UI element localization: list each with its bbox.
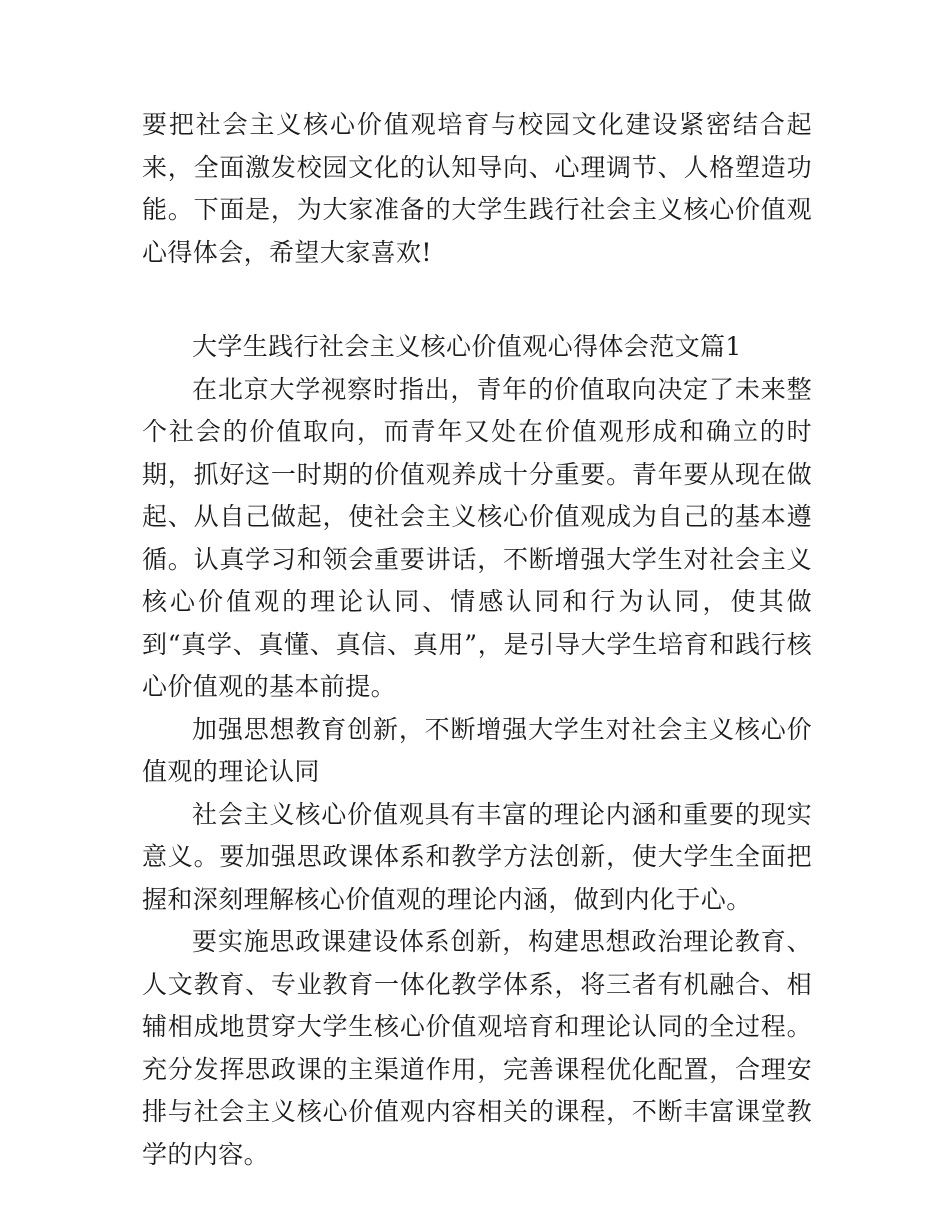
body-paragraph-2: 加强思想教育创新，不断增强大学生对社会主义核心价值观的理论认同 <box>142 714 812 786</box>
body-paragraph-3: 社会主义核心价值观具有丰富的理论内涵和重要的现实意义。要加强思政课体系和教学方法创新，使大学生全面把握和深刻理解核心价值观的理论内涵，做到内化于心。 <box>142 799 812 914</box>
body-paragraph-1: 在北京大学视察时指出，青年的价值取向决定了未来整个社会的价值取向，而青年又处在价值观形成和确立的时期，抓好这一时期的价值观养成十分重要。青年要从现在做起、从自己做起，使社会主义核心价值观成为自己的基本遵循。认真学习和领会重要讲话，不断增强大学生对社会主义核心价值观的理论认同、情感认同和行为认同，使其做到“真学、真懂、真信、真用”，是引导大学生培育和践行核心价值观的基本前提。 <box>142 374 812 701</box>
intro-paragraph: 要把社会主义核心价值观培育与校园文化建设紧密结合起来，全面激发校园文化的认知导向、心理调节、人格塑造功能。下面是，为大家准备的大学生践行社会主义核心价值观心得体会，希望大家喜欢! <box>142 110 812 267</box>
section-title: 大学生践行社会主义核心价值观心得体会范文篇1 <box>192 332 742 361</box>
document-body <box>142 104 812 1176</box>
body-paragraph-4: 要实施思政课建设体系创新，构建思想政治理论教育、人文教育、专业教育一体化教学体系，将三者有机融合、相辅相成地贯穿大学生核心价值观培育和理论认同的全过程。充分发挥思政课的主渠道作用，完善课程优化配置，合理安排与社会主义核心价值观内容相关的课程，不断丰富课堂教学的内容。 <box>142 927 812 1169</box>
paragraph-gap <box>142 274 812 326</box>
